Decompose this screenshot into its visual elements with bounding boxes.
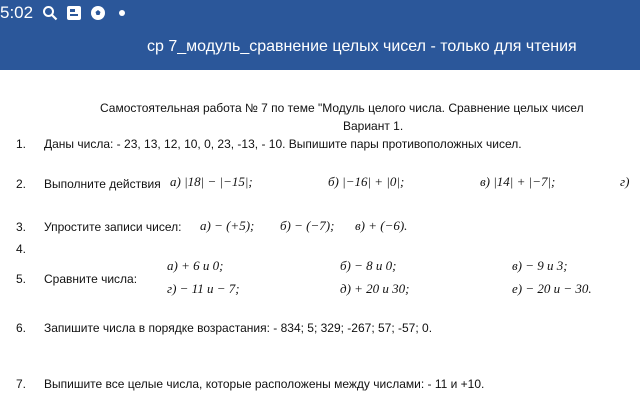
task-item: г) <box>620 174 630 189</box>
document-title: ср 7_модуль_сравнение целых чисел - только для чтения <box>147 38 577 55</box>
task-number: 1. <box>16 137 27 151</box>
task-number: 5. <box>16 272 27 286</box>
task-item: б) − 8 и 0; <box>340 258 397 273</box>
task-text: Сравните числа: <box>44 272 138 286</box>
task-text: Выпишите все целые числа, которые расположены между числами: - 11 и +10. <box>44 377 485 391</box>
task-number: 7. <box>16 377 27 391</box>
task-item: в) |14| + |−7|; <box>480 174 556 189</box>
task-number: 3. <box>16 220 27 234</box>
task-item: в) − 9 и 3; <box>512 258 568 273</box>
task-item: е) − 20 и − 30. <box>512 281 592 296</box>
task-number: 4. <box>16 242 27 256</box>
task-number: 6. <box>16 321 27 335</box>
task-number: 2. <box>16 177 27 191</box>
dot-icon <box>113 4 131 22</box>
task-text: Даны числа: - 23, 13, 12, 10, 0, 23, -13, - 10. Выпишите пары противоположных чисел. <box>44 137 522 151</box>
task-item: б) |−16| + |0|; <box>328 174 405 189</box>
search-icon <box>41 4 59 22</box>
task-item: б) − (−7); <box>280 218 335 233</box>
football-icon <box>89 4 107 22</box>
task-text: Выполните действия <box>44 177 161 191</box>
task-item: а) + 6 и 0; <box>167 258 224 273</box>
task-text: Упростите записи чисел: <box>44 220 182 234</box>
task-item: а) − (+5); <box>200 218 255 233</box>
task-text: Запишите числа в порядке возрастания: - 834; 5; 329; -267; 57; -57; 0. <box>44 321 433 335</box>
status-bar <box>0 2 131 24</box>
task-item: а) |18| − |−15|; <box>170 174 253 189</box>
task-item: г) − 11 и − 7; <box>167 281 240 296</box>
task-item: в) + (−6). <box>355 218 408 233</box>
status-time: 5:02 <box>0 3 34 22</box>
app-header <box>0 0 640 70</box>
task-item: д) + 20 и 30; <box>340 281 410 296</box>
document-heading: Самостоятельная работа № 7 по теме "Модуль целого числа. Сравнение целых чисел <box>100 101 584 115</box>
app-icon <box>65 4 83 22</box>
document-page <box>0 70 640 417</box>
document-variant: Вариант 1. <box>343 119 404 133</box>
